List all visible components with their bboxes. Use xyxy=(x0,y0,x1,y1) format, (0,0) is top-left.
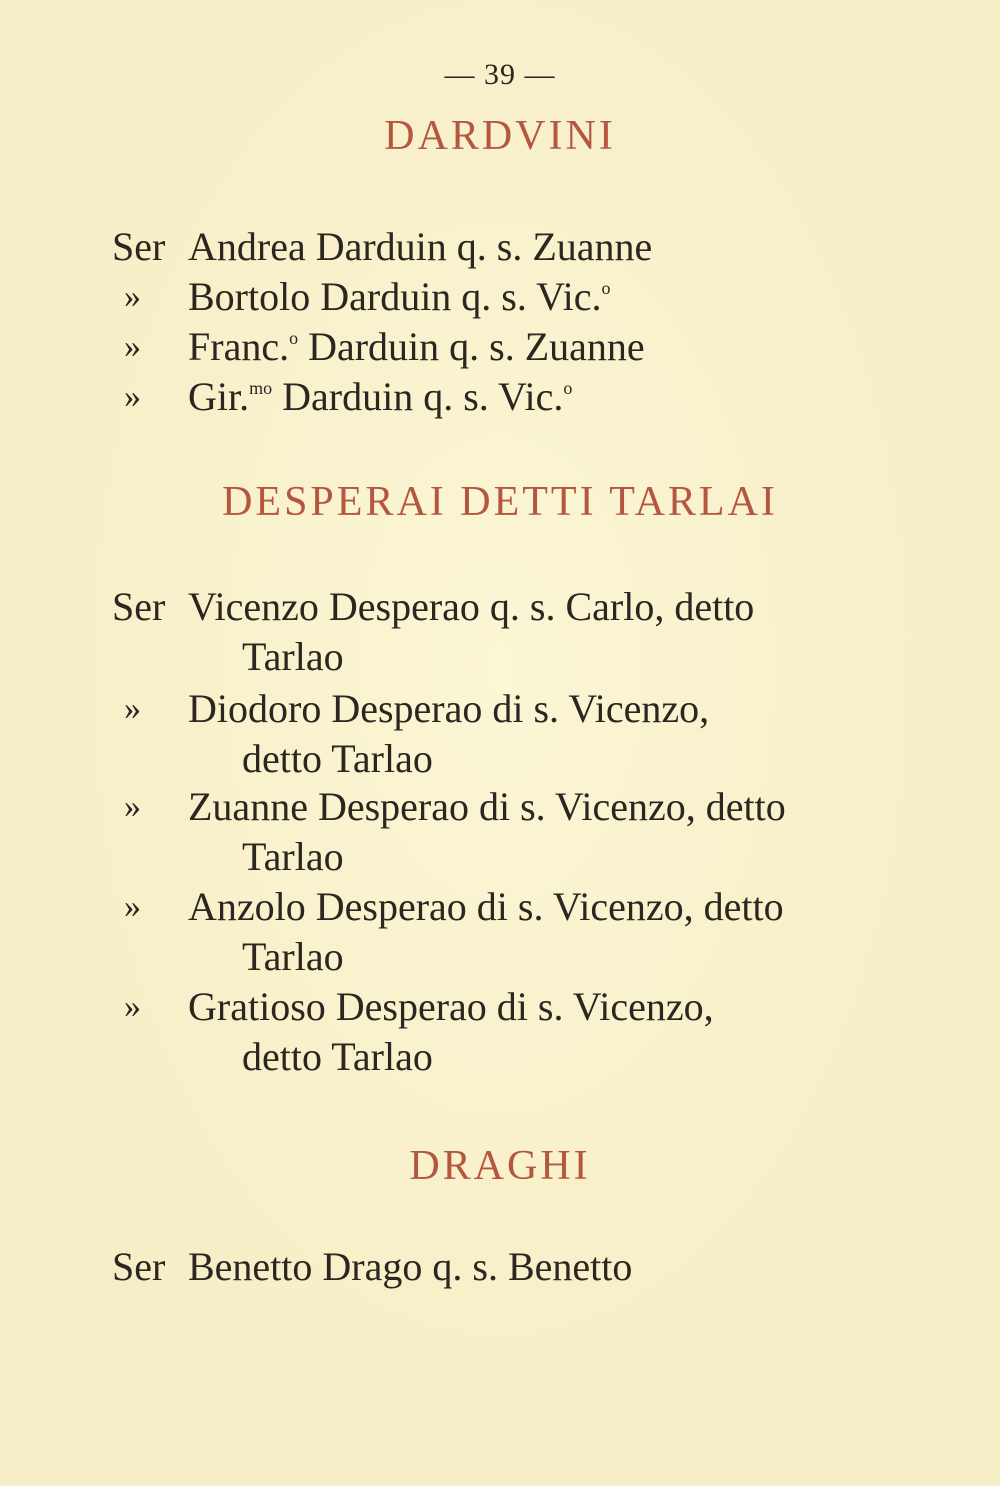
entry-lead: Ser xyxy=(112,1244,166,1289)
section-heading-desperai: DESPERAI DETTI TARLAI xyxy=(222,479,778,525)
entry-lead: Ser xyxy=(112,584,166,629)
entry-text: Zuanne Desperao di s. Vicenzo, detto xyxy=(188,784,786,829)
entry-text: Gir.$^{mo}$ Darduin q. s. Vic.$^o$ xyxy=(188,374,573,419)
entry-text: Diodoro Desperao di s. Vicenzo, xyxy=(188,686,710,731)
page-number: — 39 — xyxy=(444,58,556,91)
entry-text: Gratioso Desperao di s. Vicenzo, xyxy=(188,984,714,1029)
entry-continuation: detto Tarlao xyxy=(242,1034,433,1079)
section-heading-dardvini: DARDVINI xyxy=(384,113,616,159)
entry-continuation: Tarlao xyxy=(242,834,344,879)
entry-continuation: detto Tarlao xyxy=(242,736,433,781)
entry-lead: » xyxy=(124,690,141,727)
entry-lead: » xyxy=(124,888,141,925)
entry-lead: » xyxy=(124,788,141,825)
entry-text: Andrea Darduin q. s. Zuanne xyxy=(188,224,653,269)
entry-lead: » xyxy=(124,378,141,415)
entry-text: Franc.$^o$ Darduin q. s. Zuanne xyxy=(188,324,645,369)
entry-text: Benetto Drago q. s. Benetto xyxy=(188,1244,633,1289)
entry-text: Bortolo Darduin q. s. Vic.$^o$ xyxy=(188,274,611,319)
section-heading-draghi: DRAGHI xyxy=(409,1143,591,1189)
entry-text: Anzolo Desperao di s. Vicenzo, detto xyxy=(188,884,784,929)
entry-lead: Ser xyxy=(112,224,166,269)
entry-lead: » xyxy=(124,328,141,365)
entry-continuation: Tarlao xyxy=(242,634,344,679)
entry-continuation: Tarlao xyxy=(242,934,344,979)
entry-text: Vicenzo Desperao q. s. Carlo, detto xyxy=(188,584,755,629)
entry-lead: » xyxy=(124,988,141,1025)
entry-lead: » xyxy=(124,278,141,315)
